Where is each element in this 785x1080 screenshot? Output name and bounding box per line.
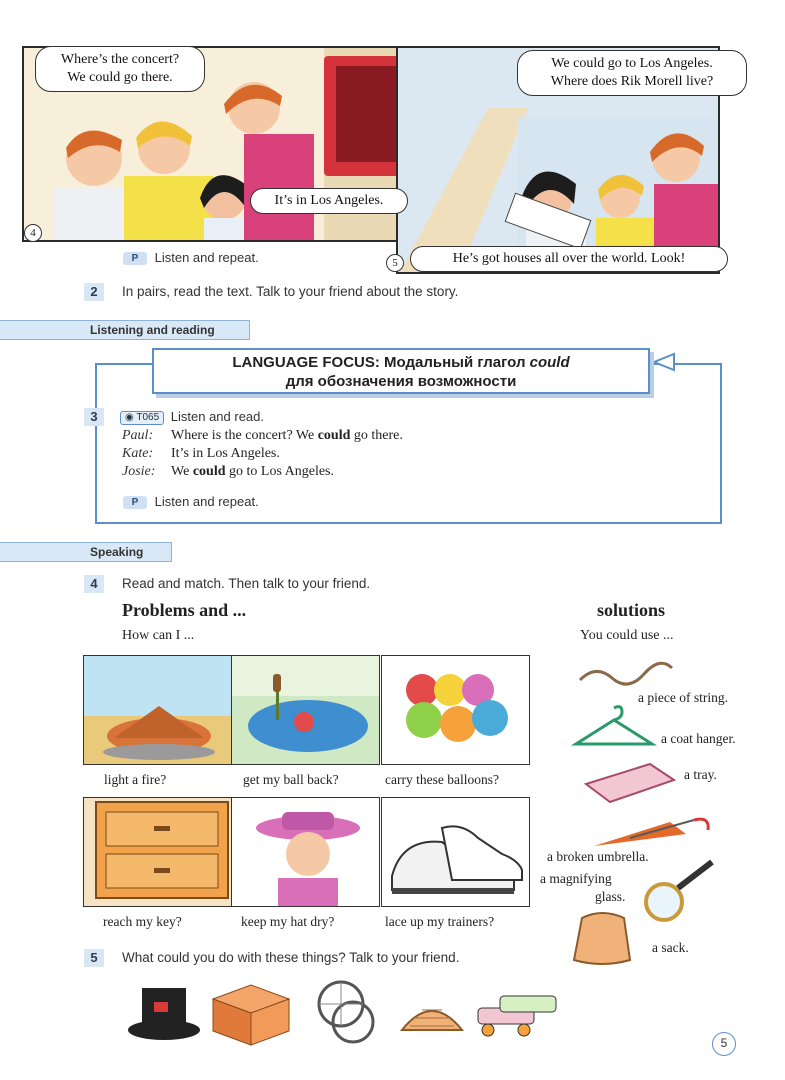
trainers-icon: [382, 798, 530, 907]
bubble-line: We could go to Los Angeles.: [551, 56, 713, 71]
problem-caption: reach my key?: [103, 914, 182, 929]
cupboard-icon: [84, 798, 232, 907]
focus-title-line2: для обозначения возможности: [285, 373, 517, 390]
page-number: 5: [712, 1032, 736, 1056]
dialog-text: go there.: [350, 428, 403, 443]
picture-pond-ball: [231, 655, 380, 765]
box-icon: [203, 973, 299, 1049]
listen-repeat-line: [123, 494, 259, 509]
track-number: T065: [136, 411, 160, 423]
dialog-line: [122, 428, 403, 444]
picture-fire: [83, 655, 232, 765]
solution-caption: glass.: [595, 889, 626, 904]
picture-balloons: [381, 655, 530, 765]
dialog-line: [122, 464, 334, 480]
focus-title-italic: could: [529, 354, 570, 371]
dialog-speaker: Kate:: [122, 446, 154, 461]
problems-subheading: How can I ...: [122, 628, 195, 643]
language-focus-title: [152, 348, 650, 394]
coat-hanger-icon: [570, 702, 660, 752]
exercise-number-4: 4: [84, 575, 104, 593]
cd-icon: ◉: [125, 411, 134, 423]
section-title: Listening and reading: [90, 323, 215, 337]
sack-icon: [568, 908, 638, 968]
audio-track-badge[interactable]: [120, 411, 164, 425]
section-title: Speaking: [90, 545, 144, 559]
dialog-bold: could: [317, 428, 351, 443]
exercise-3-instruction: Listen and read.: [170, 409, 264, 424]
exercise-4-instruction: Read and match. Then talk to your friend.: [122, 576, 371, 591]
section-bar-listening: [0, 320, 250, 340]
speech-bubble-la: [250, 188, 408, 214]
roller-skates-icon: [472, 986, 562, 1042]
solution-caption: a magnifying: [540, 871, 612, 886]
speech-bubble-concert: [35, 46, 205, 92]
problems-heading: Problems and ...: [122, 600, 247, 620]
dialog-speaker: Josie:: [122, 464, 156, 479]
dialog-text: go to Los Angeles.: [225, 464, 334, 479]
broken-umbrella-icon: [590, 812, 720, 852]
tray-icon: [580, 760, 680, 808]
rope-coil-icon: [396, 990, 470, 1040]
exercise-5-instruction: What could you do with these things? Talk to your friend.: [122, 950, 460, 965]
bubble-line: We could go there.: [67, 70, 173, 85]
dialog-line: [122, 446, 280, 462]
solutions-heading: solutions: [597, 600, 666, 620]
speech-bubble-rik: [517, 50, 747, 96]
listen-repeat-text: Listen and repeat.: [154, 494, 259, 509]
panel-number-4: 4: [24, 224, 42, 242]
solution-caption: a broken umbrella.: [547, 849, 649, 864]
dialog-text: We: [171, 464, 193, 479]
focus-title-prefix: LANGUAGE FOCUS: Модальный глагол: [232, 354, 530, 371]
speech-bubble-houses: [410, 246, 728, 272]
problem-caption: carry these balloons?: [385, 772, 499, 787]
solution-caption: a sack.: [652, 940, 689, 955]
solution-caption: a coat hanger.: [661, 731, 736, 746]
dialog-bold: could: [192, 464, 226, 479]
panel-number-5: 5: [386, 254, 404, 272]
exercise-number-2: 2: [84, 283, 104, 301]
exercise-2-instruction: In pairs, read the text. Talk to your friend about the story.: [122, 284, 459, 299]
string-icon: [576, 660, 676, 690]
p-badge-icon[interactable]: P: [123, 496, 147, 509]
p-badge-icon[interactable]: P: [123, 252, 147, 265]
campfire-icon: [84, 656, 232, 765]
magnifying-glass-icon: [640, 858, 720, 928]
problem-caption: keep my hat dry?: [241, 914, 335, 929]
bubble-line: He’s got houses all over the world. Look!: [452, 251, 686, 266]
dialog-text: It’s in Los Angeles.: [171, 446, 280, 461]
bicycle-wheel-icon: [307, 978, 387, 1046]
solution-caption: a tray.: [684, 767, 717, 782]
exercise-number-5: 5: [84, 949, 104, 967]
top-hat-icon: [124, 980, 204, 1044]
dialog-text: Where is the concert? We: [171, 428, 318, 443]
solution-caption: a piece of string.: [638, 690, 728, 705]
bubble-line: It’s in Los Angeles.: [274, 193, 384, 208]
problem-caption: light a fire?: [104, 772, 167, 787]
section-bar-speaking: [0, 542, 172, 562]
problem-caption: lace up my trainers?: [385, 914, 495, 929]
arrow-left-icon: [652, 352, 682, 372]
pond-ball-icon: [232, 656, 380, 765]
problem-caption: get my ball back?: [243, 772, 339, 787]
dialog-speaker: Paul:: [122, 428, 154, 443]
solutions-subheading: You could use ...: [580, 628, 674, 643]
hat-lady-icon: [232, 798, 380, 907]
bubble-line: Where’s the concert?: [60, 52, 180, 67]
bubble-line: Where does Rik Morell live?: [550, 74, 714, 89]
exercise-number-3: 3: [84, 408, 104, 426]
balloons-icon: [382, 656, 530, 765]
listen-repeat-text: Listen and repeat.: [154, 250, 259, 265]
picture-trainers: [381, 797, 530, 907]
listen-repeat-line: [123, 250, 259, 265]
exercise-3-instruction-line: [120, 409, 264, 425]
picture-cupboard: [83, 797, 232, 907]
picture-hat: [231, 797, 380, 907]
